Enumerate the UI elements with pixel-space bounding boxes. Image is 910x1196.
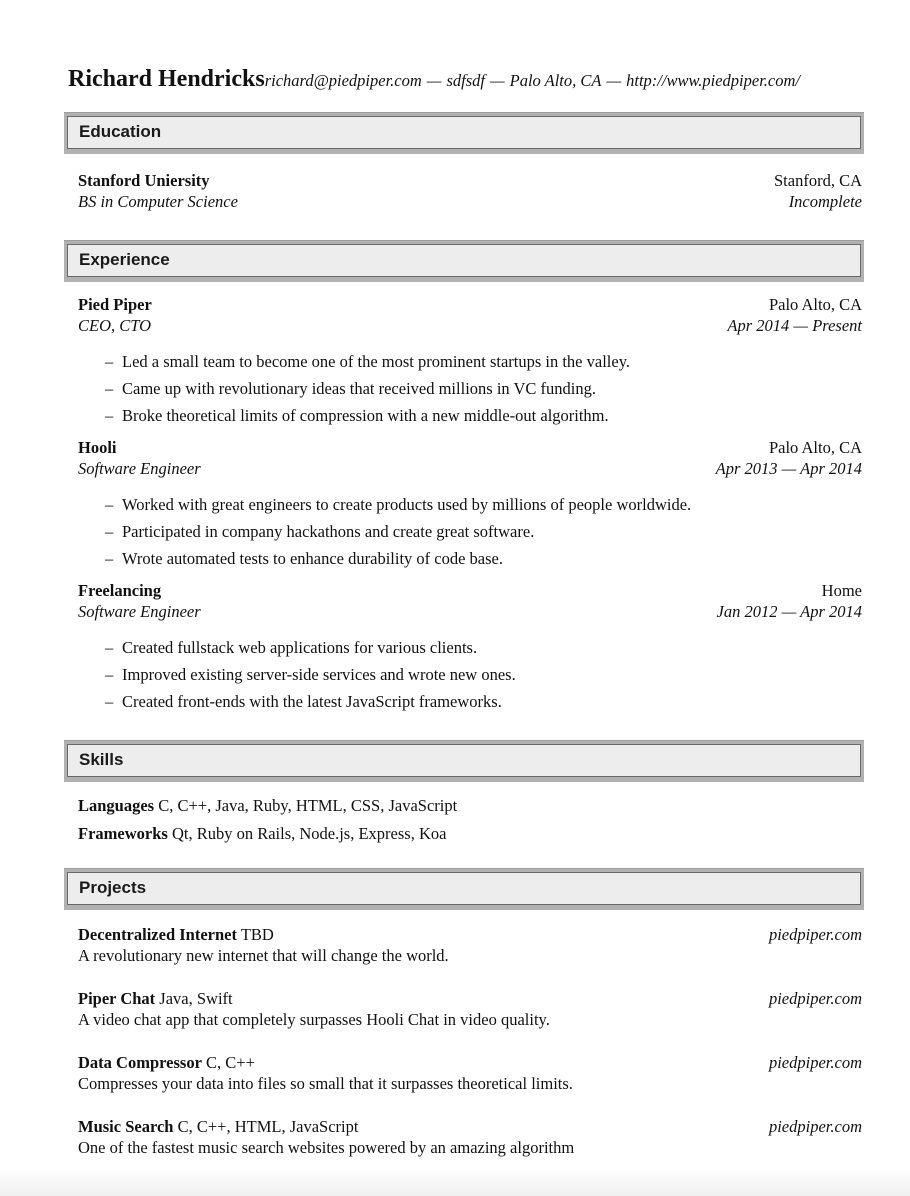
degree: BS in Computer Science — [78, 192, 238, 211]
section-skills — [68, 740, 862, 848]
section-education — [68, 112, 862, 212]
project-title-row — [78, 1116, 862, 1137]
project-link[interactable]: piedpiper.com — [768, 925, 862, 944]
company-name: Hooli — [78, 438, 117, 457]
skill-values: Qt, Ruby on Rails, Node.js, Express, Koa — [171, 824, 447, 843]
school-name: Stanford Uniersity — [78, 171, 210, 190]
bullet-item: – Came up with revolutionary ideas that received millions in VC funding. — [105, 375, 862, 402]
company-name: Freelancing — [78, 581, 162, 600]
project-item — [78, 1052, 862, 1094]
school-location: Stanford, CA — [774, 171, 862, 190]
contact-line — [265, 71, 800, 90]
bullet-item: – Wrote automated tests to enhance durability of code base. — [105, 545, 862, 572]
bullet-list — [105, 348, 862, 429]
project-link[interactable]: piedpiper.com — [768, 1117, 862, 1136]
job-dates: Apr 2013 — Apr 2014 — [715, 459, 862, 478]
education-entry — [78, 170, 862, 212]
page-bottom-edge — [0, 1168, 910, 1196]
project-description: One of the fastest music search websites powered by an amazing algorithm — [78, 1138, 575, 1157]
section-title: Skills — [67, 744, 861, 777]
project-tech: C, C++ — [206, 1053, 255, 1072]
bullet-item: – Participated in company hackathons and create great software. — [105, 518, 862, 545]
bullet-item: – Improved existing server-side services and wrote new ones. — [105, 661, 862, 688]
project-item — [78, 988, 862, 1030]
section-header-projects — [64, 868, 864, 910]
contact-separator: — — [606, 71, 622, 90]
contact-website[interactable]: http://www.piedpiper.com/ — [626, 71, 800, 90]
project-name: Decentralized Internet — [78, 925, 237, 944]
section-header-education — [64, 112, 864, 154]
company-location: Palo Alto, CA — [768, 438, 862, 457]
bullet-item: – Worked with great engineers to create products used by millions of people worldwide. — [105, 491, 862, 518]
contact-email[interactable]: richard@piedpiper.com — [264, 71, 422, 90]
contact-separator: — — [426, 71, 442, 90]
section-experience — [68, 240, 862, 715]
bullet-item: – Broke theoretical limits of compression with a new middle-out algorithm. — [105, 402, 862, 429]
project-tech: Java, Swift — [159, 989, 233, 1008]
project-title-row — [78, 1052, 862, 1073]
section-title: Projects — [67, 872, 861, 905]
project-description: A video chat app that completely surpasses Hooli Chat in video quality. — [78, 1010, 550, 1029]
section-header-experience — [64, 240, 864, 282]
skill-row — [78, 820, 862, 848]
section-header-skills — [64, 740, 864, 782]
project-description: A revolutionary new internet that will change the world. — [78, 946, 449, 965]
job-dates: Apr 2014 — Present — [727, 316, 862, 335]
project-title — [78, 988, 233, 1009]
experience-entry — [78, 437, 862, 572]
job-title: Software Engineer — [78, 459, 201, 478]
project-title — [78, 1116, 358, 1137]
job-title: Software Engineer — [78, 602, 201, 621]
skill-values: C, C++, Java, Ruby, HTML, CSS, JavaScript — [158, 796, 458, 815]
entry-subheader-row — [78, 315, 862, 336]
entry-subheader-row — [78, 601, 862, 622]
project-name: Data Compressor — [78, 1053, 202, 1072]
company-location: Home — [821, 581, 862, 600]
project-title-row — [78, 924, 862, 945]
bullet-item: – Led a small team to become one of the most prominent startups in the valley. — [105, 348, 862, 375]
project-tech: C, C++, HTML, JavaScript — [177, 1117, 359, 1136]
section-title: Education — [67, 116, 861, 149]
bullet-item: – Created front-ends with the latest JavaScript frameworks. — [105, 688, 862, 715]
project-title — [78, 924, 274, 945]
job-dates: Jan 2012 — Apr 2014 — [716, 602, 862, 621]
experience-entry — [78, 294, 862, 429]
project-link[interactable]: piedpiper.com — [768, 989, 862, 1008]
project-title — [78, 1052, 255, 1073]
entry-header-row — [78, 580, 862, 601]
project-name: Piper Chat — [78, 989, 156, 1008]
skill-row — [78, 792, 862, 820]
project-link[interactable]: piedpiper.com — [768, 1053, 862, 1072]
skill-category: Frameworks — [78, 824, 168, 843]
bullet-item: – Created fullstack web applications for various clients. — [105, 634, 862, 661]
entry-subheader-row — [78, 458, 862, 479]
resume-header — [68, 64, 862, 94]
contact-separator: — — [489, 71, 505, 90]
company-location: Palo Alto, CA — [768, 295, 862, 314]
contact-location: Palo Alto, CA — [509, 71, 602, 90]
section-projects — [68, 868, 862, 1158]
entry-header-row — [78, 294, 862, 315]
entry-header-row — [78, 170, 862, 191]
contact-extra: sdfsdf — [446, 71, 485, 90]
experience-entry — [78, 580, 862, 715]
person-name: Richard Hendricks — [68, 66, 265, 92]
section-title: Experience — [67, 244, 861, 277]
project-item — [78, 924, 862, 966]
entry-header-row — [78, 437, 862, 458]
project-name: Music Search — [78, 1117, 174, 1136]
project-description: Compresses your data into files so small that it surpasses theoretical limits. — [78, 1074, 573, 1093]
entry-subheader-row — [78, 191, 862, 212]
project-tech: TBD — [240, 925, 274, 944]
bullet-list — [105, 491, 862, 572]
project-title-row — [78, 988, 862, 1009]
job-title: CEO, CTO — [78, 316, 152, 335]
skill-category: Languages — [78, 796, 155, 815]
degree-status: Incomplete — [788, 192, 862, 211]
project-item — [78, 1116, 862, 1158]
bullet-list — [105, 634, 862, 715]
company-name: Pied Piper — [78, 295, 152, 314]
